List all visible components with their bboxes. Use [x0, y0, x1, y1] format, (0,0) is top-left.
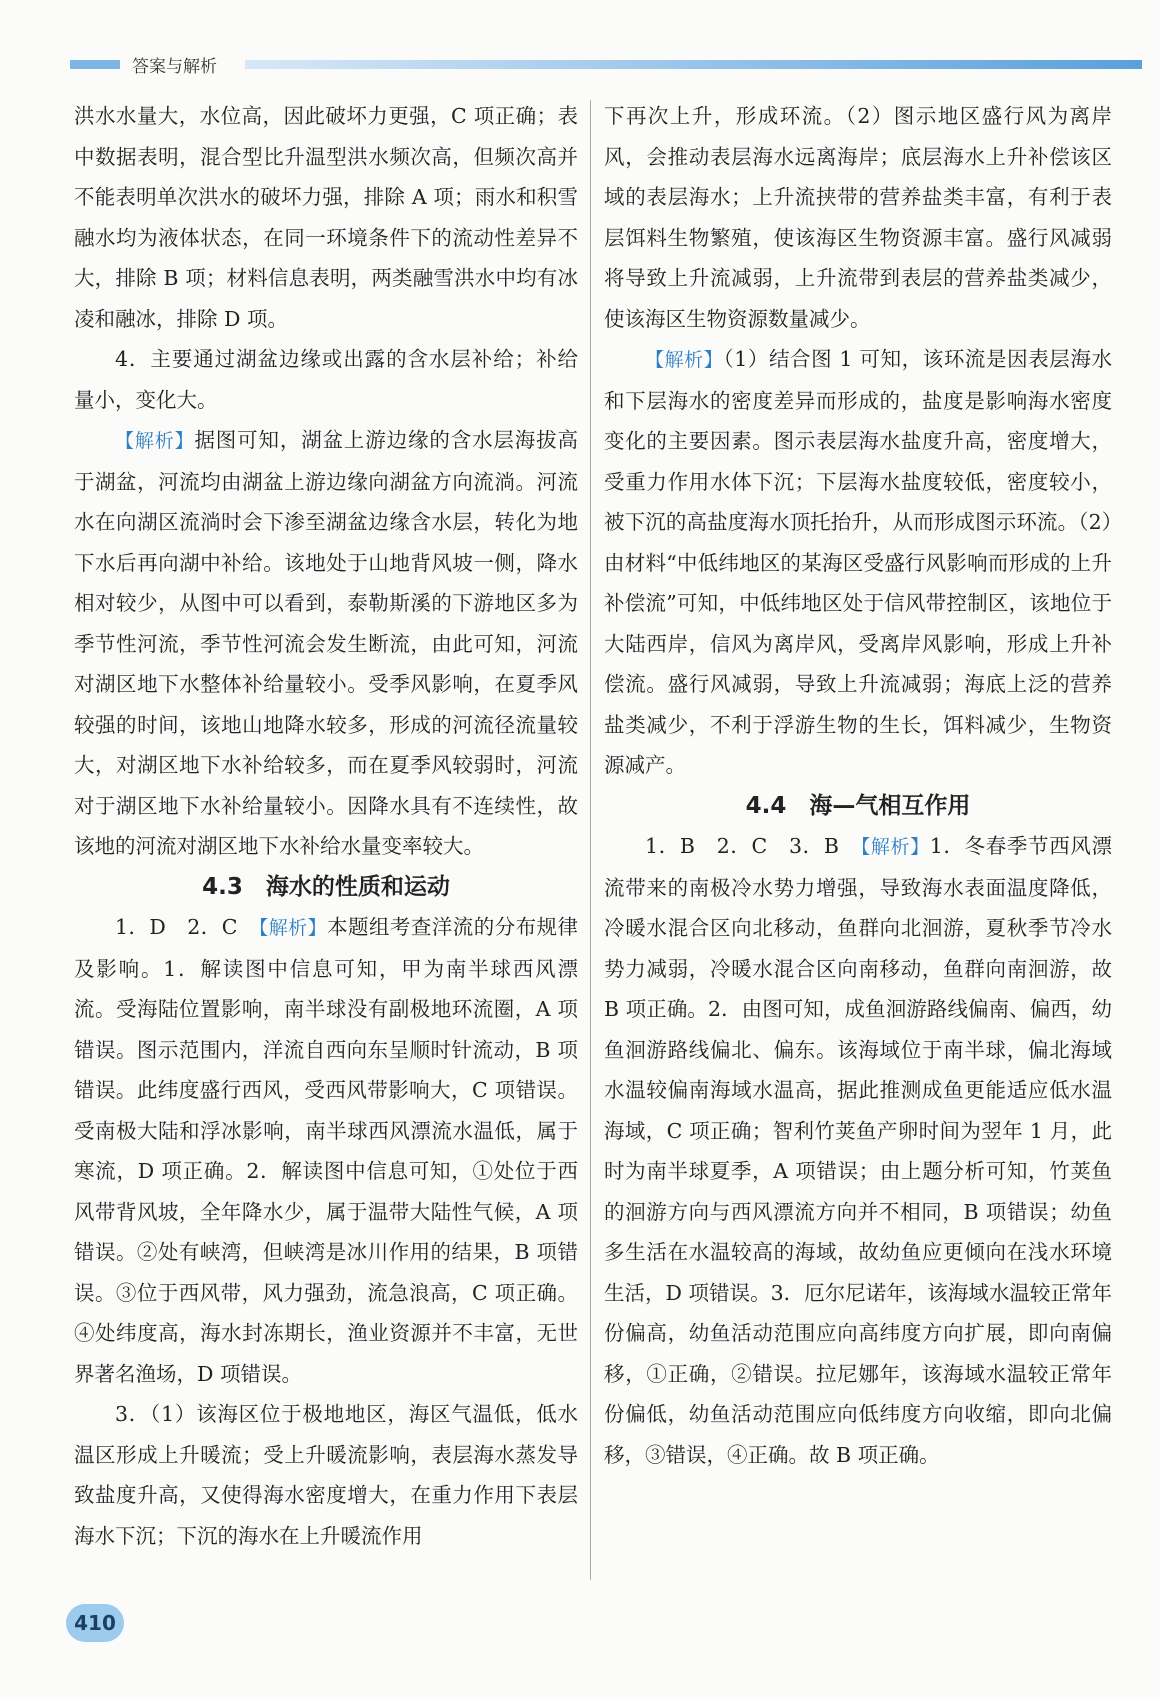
header-gradient-bar: [245, 60, 1142, 69]
column-divider: [590, 100, 591, 1580]
answer-4: 4．主要通过湖盆边缘或出露的含水层补给；补给量小，变化大。: [74, 347, 578, 412]
section-heading-4-3: 4.3 海水的性质和运动: [202, 873, 450, 900]
page-header: [70, 52, 1142, 77]
analysis-4-3-text: 本题组考查洋流的分布规律及影响。1．解读图中信息可知，甲为南半球西风漂流。受海陆位置影响，南半球没有副极地环流圈，A 项错误。图示范围内，洋流自西向东呈顺时针流动，B 项错误。此纬度盛行西风，受西风带影响大，C 项错误。受南极大陆和浮冰影响，南半球西风漂流水温低，属于寒流，D 项正确。2．解读图中信息可知，①处位于西风带背风坡，全年降水少，属于温带大陆性气候，A 项错误。②处有峡湾，但峡湾是冰川作用的结果，B 项错误。③位于西风带，风力强劲，流急浪高，C 项正确。④处纬度高，海水封冻期长，渔业资源并不丰富，无世界著名渔场，D 项错误。: [74, 915, 578, 1386]
analysis-4-text: 据图可知，湖盆上游边缘的含水层海拔高于湖盆，河流均由湖盆上游边缘向湖盆方向流淌。河流水在向湖区流淌时会下渗至湖盆边缘含水层，转化为地下水后再向湖中补给。该地处于山地背风坡一侧，降水相对较少，从图中可以看到，泰勒斯溪的下游地区多为季节性河流，季节性河流会发生断流，由此可知，河流对湖区地下水整体补给量较小。受季风影响，在夏季风较强的时间，该地山地降水较多，形成的河流径流量较大，对湖区地下水补给较多，而在夏季风较弱时，河流对于湖区地下水补给量较小。因降水具有不连续性，故该地的河流对湖区地下水补给水量变率较大。: [74, 428, 578, 858]
answers-4-3: 1．D 2．C: [115, 915, 259, 939]
left-paragraph-1: 洪水水量大，水位高，因此破坏力更强，C 项正确；表中数据表明，混合型比升温型洪水频次高，但频次高并不能表明单次洪水的破坏力强，排除 A 项；雨水和积雪融水均为液体状态，在同一环境条件下的流动性差异不大，排除 B 项；材料信息表明，两类融雪洪水中均有冰凌和融冰，排除 D 项。: [74, 104, 578, 331]
analysis-4-4-text: 1．冬春季节西风漂流带来的南极冷水势力增强，导致海水表面温度降低，冷暖水混合区向北移动，鱼群向北洄游，夏秋季节冷水势力减弱，冷暖水混合区向南移动，鱼群向南洄游，故 B 项正确。2．由图可知，成鱼洄游路线偏南、偏西，幼鱼洄游路线偏北、偏东。该海域位于南半球，偏北海域水温较偏南海域水温高，据此推测成鱼更能适应低水温海域，C 项正确；智利竹荚鱼产卵时间为翌年 1 月，此时为南半球夏季，A 项错误；由上题分析可知，竹荚鱼的洄游方向与西风漂流方向并不相同，B 项错误；幼鱼多生活在水温较高的海域，故幼鱼应更倾向在浅水环境生活，D 项错误。3．厄尔尼诺年，该海域水温较正常年份偏高，幼鱼活动范围应向高纬度方向扩展，即向南偏移，①正确，②错误。拉尼娜年，该海域水温较正常年份偏低，幼鱼活动范围应向低纬度方向收缩，即向北偏移，③错误，④正确。故 B 项正确。: [604, 834, 1112, 1467]
analysis-3-text: （1）结合图 1 可知，该环流是因表层海水和下层海水的密度差异而形成的，盐度是影响海水密度变化的主要因素。图示表层海水盐度升高，密度增大，受重力作用水体下沉；下层海水盐度较低，密度较小，被下沉的高盐度海水顶托抬升，从而形成图示环流。（2）由材料“中低纬地区的某海区受盛行风影响而形成的上升补偿流”可知，中低纬地区处于信风带控制区，该地位于大陆西岸，信风为离岸风，受离岸风影响，形成上升补偿流。盛行风减弱，导致上升流减弱；海底上泛的营养盐类减少，不利于浮游生物的生长，饵料减少，生物资源减产。: [604, 347, 1112, 777]
header-title: 答案与解析: [132, 57, 217, 77]
analysis-tag: 【解析】: [645, 349, 724, 371]
answer-4-4-group: [604, 826, 1112, 1475]
section-heading-4-4: 4.4 海—气相互作用: [745, 792, 971, 819]
analysis-tag: 【解析】: [258, 917, 328, 939]
right-column: [604, 96, 1112, 1475]
header-accent-bar: [70, 60, 120, 69]
analysis-tag: 【解析】: [860, 836, 930, 858]
answers-4-4: 1．B 2．C 3．B: [645, 834, 861, 858]
analysis-3: [604, 339, 1112, 786]
page-number: 410: [66, 1604, 124, 1642]
answer-4-3-group: [74, 907, 578, 1394]
answer-3-part: 3．（1）该海区位于极地地区，海区气温低，低水温区形成上升暖流；受上升暖流影响，表层海水蒸发导致盐度升高，又使得海水密度增大，在重力作用下表层海水下沉；下沉的海水在上升暖流作用: [74, 1402, 578, 1548]
left-column: [74, 96, 578, 1556]
analysis-4: [74, 420, 578, 867]
right-paragraph-1: 下再次上升，形成环流。（2）图示地区盛行风为离岸风，会推动表层海水远离海岸；底层海水上升补偿该区域的表层海水；上升流挟带的营养盐类丰富，有利于表层饵料生物繁殖，使该海区生物资源丰富。盛行风减弱将导致上升流减弱，上升流带到表层的营养盐类减少，使该海区生物资源数量减少。: [604, 104, 1112, 331]
analysis-tag: 【解析】: [115, 430, 195, 452]
